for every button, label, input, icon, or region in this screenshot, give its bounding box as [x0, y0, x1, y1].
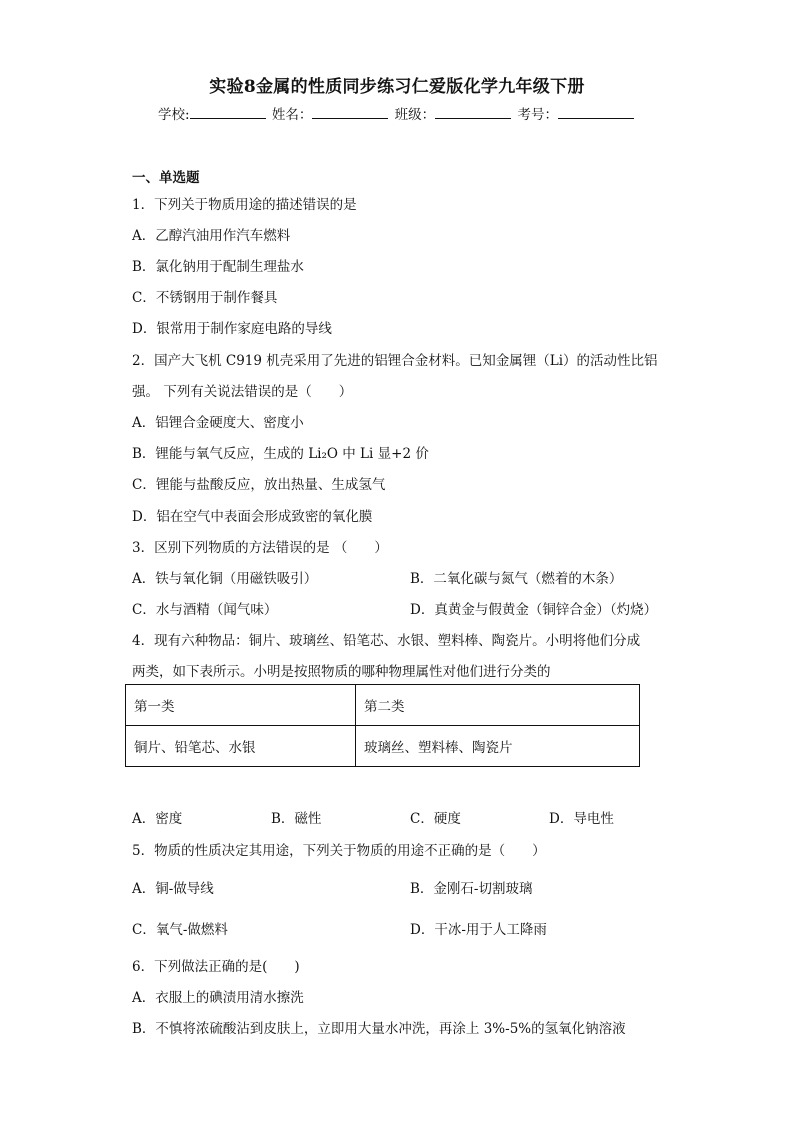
q1-option-d: D．银常用于制作家庭电路的导线 [132, 321, 332, 337]
q5-option-a: A．铜-做导线 [132, 881, 214, 897]
q3-option-b: B．二氧化碳与氮气（燃着的木条） [410, 571, 623, 587]
exam-number-blank [558, 104, 634, 119]
school-label: 学校: [158, 107, 190, 123]
q2-option-b: B．锂能与氧气反应，生成的 Li₂O 中 Li 显+2 价 [132, 446, 429, 462]
q2-stem-line1: 2．国产大飞机 C919 机壳采用了先进的铝锂合金材料。已知金属锂（Li）的活动性比铝 [132, 353, 658, 369]
q1-option-c: C．不锈钢用于制作餐具 [132, 290, 278, 306]
class-blank [435, 104, 511, 119]
class-label: 班级： [394, 107, 436, 123]
q1-option-b: B．氯化钠用于配制生理盐水 [132, 259, 304, 275]
q6-option-a: A．衣服上的碘渍用清水擦洗 [132, 990, 304, 1006]
section-heading: 一、单选题 [132, 170, 200, 186]
q3-option-c: C．水与酒精（闻气味） [132, 602, 278, 618]
q5-stem: 5．物质的性质决定其用途，下列关于物质的用途不正确的是（ ） [132, 843, 546, 859]
q4-stem-line2: 两类，如下表所示。小明是按照物质的哪种物理属性对他们进行分类的 [132, 664, 551, 680]
name-blank [312, 104, 388, 119]
q2-option-a: A．铝锂合金硬度大、密度小 [132, 415, 304, 431]
table-header-row [126, 685, 640, 726]
school-blank [190, 104, 266, 119]
q2-option-c: C．锂能与盐酸反应，放出热量、生成氢气 [132, 477, 386, 493]
q3-stem: 3．区别下列物质的方法错误的是 （ ） [132, 540, 388, 556]
q3-option-d: D．真黄金与假黄金（铜锌合金）（灼烧） [410, 602, 658, 618]
q5-option-d: D．干冰-用于人工降雨 [410, 922, 547, 938]
q1-stem: 1．下列关于物质用途的描述错误的是 [132, 197, 357, 213]
q2-option-d: D．铝在空气中表面会形成致密的氧化膜 [132, 509, 373, 525]
q4-stem-line1: 4．现有六种物品：铜片、玻璃丝、铅笔芯、水银、塑料棒、陶瓷片。小明将他们分成 [132, 633, 641, 649]
q5-option-b: B．金刚石-切割玻璃 [410, 881, 533, 897]
q6-stem: 6．下列做法正确的是( ) [132, 959, 300, 975]
q1-option-a: A．乙醇汽油用作汽车燃料 [132, 228, 291, 244]
classification-table [125, 684, 640, 767]
q3-option-a: A．铁与氧化铜（用磁铁吸引） [132, 571, 318, 587]
page-title: 实验8金属的性质同步练习仁爱版化学九年级下册 [209, 77, 585, 97]
q2-stem-line2: 强。 下列有关说法错误的是（ ） [132, 384, 353, 400]
table-row [126, 726, 640, 767]
student-info-line [0, 103, 794, 123]
q4-option-a: A．密度 [132, 811, 183, 827]
table-header-cell: 第一类 [126, 685, 356, 726]
q4-option-b: B．磁性 [271, 811, 322, 827]
table-cell: 玻璃丝、塑料棒、陶瓷片 [356, 726, 640, 767]
table-header-cell: 第二类 [356, 685, 640, 726]
q4-option-c: C．硬度 [410, 811, 461, 827]
q4-option-d: D．导电性 [549, 811, 614, 827]
table-cell: 铜片、铅笔芯、水银 [126, 726, 356, 767]
exam-number-label: 考号： [517, 107, 558, 123]
name-label: 姓名： [271, 107, 313, 123]
q5-option-c: C．氧气-做燃料 [132, 922, 228, 938]
q6-option-b: B．不慎将浓硫酸沾到皮肤上，立即用大量水冲洗，再涂上 3%-5%的氢氧化钠溶液 [132, 1021, 626, 1037]
